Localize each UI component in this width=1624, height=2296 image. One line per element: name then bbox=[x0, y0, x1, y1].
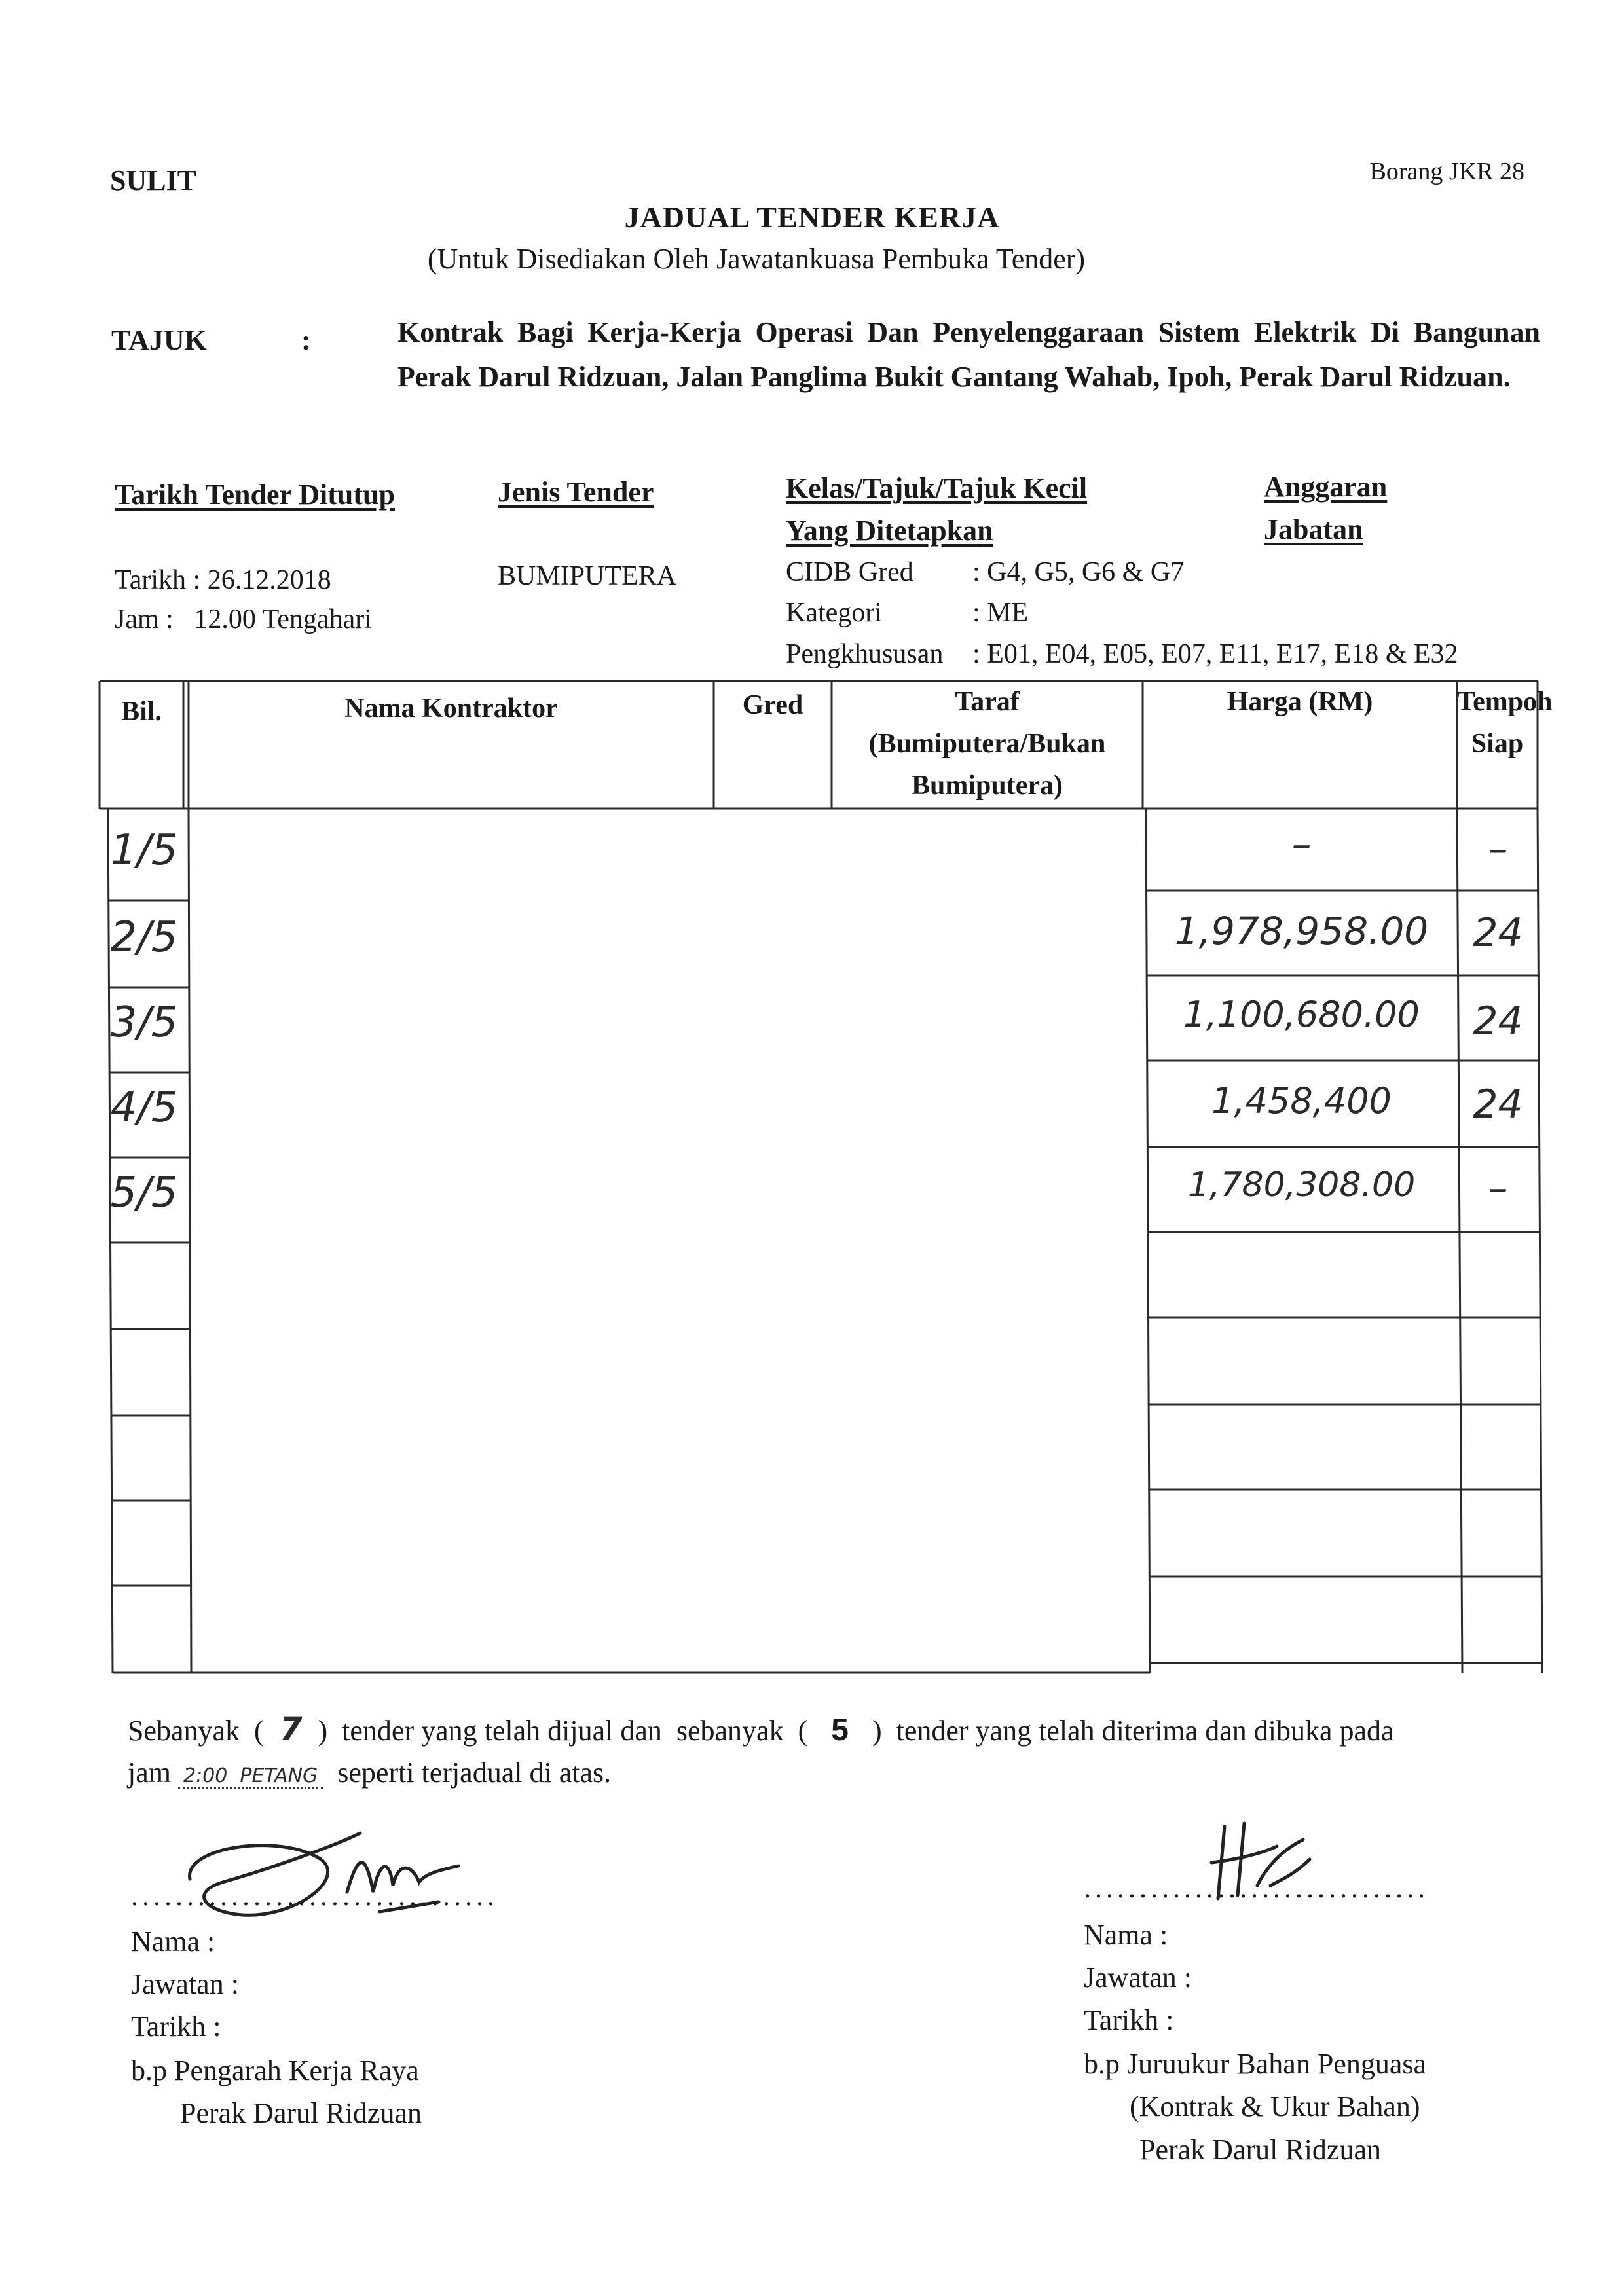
jam-prefix: jam bbox=[128, 1757, 171, 1789]
tender-summary-line1 bbox=[128, 1710, 1394, 1748]
left-bp-line2: Perak Darul Ridzuan bbox=[180, 2097, 422, 2129]
closing-date-heading: Tarikh Tender Ditutup bbox=[115, 479, 395, 511]
row-5-tempoh: – bbox=[1488, 1165, 1508, 1211]
row-2-harga: 1,978,958.00 bbox=[1174, 909, 1429, 953]
row-2-tempoh: 24 bbox=[1473, 910, 1523, 956]
class-heading-line1: Kelas/Tajuk/Tajuk Kecil bbox=[786, 472, 1088, 504]
tender-summary-line2 bbox=[128, 1756, 611, 1789]
row-4-bil: 4/5 bbox=[110, 1084, 178, 1132]
taraf-line3: Bumiputera) bbox=[912, 771, 1063, 801]
left-signature-line: ................................. bbox=[131, 1880, 498, 1912]
right-bp-line2: (Kontrak & Ukur Bahan) bbox=[1130, 2090, 1420, 2123]
closing-date: Tarikh : 26.12.2018 bbox=[115, 565, 331, 595]
budget-heading-line2: Jabatan bbox=[1264, 513, 1363, 545]
column-header-bil: Bil. bbox=[121, 697, 162, 727]
tajuk-colon: : bbox=[301, 324, 311, 356]
left-jawatan-label: Jawatan : bbox=[131, 1968, 239, 2000]
pengkhususan-value: : E01, E04, E05, E07, E11, E17, E18 & E32 bbox=[972, 639, 1458, 669]
kategori-value: : ME bbox=[972, 598, 1029, 628]
row-4-tempoh: 24 bbox=[1473, 1082, 1523, 1127]
row-2-bil: 2/5 bbox=[110, 913, 178, 962]
row-1-harga: – bbox=[1291, 822, 1312, 867]
cidb-label: CIDB Gred bbox=[786, 557, 913, 587]
tempoh-line2: Siap bbox=[1471, 729, 1524, 759]
form-number: Borang JKR 28 bbox=[1369, 158, 1524, 185]
tender-type-value: BUMIPUTERA bbox=[498, 561, 677, 591]
column-header-taraf bbox=[832, 681, 1143, 807]
row-3-tempoh: 24 bbox=[1473, 998, 1523, 1044]
budget-heading-line1: Anggaran bbox=[1264, 471, 1388, 503]
closing-time: Jam : 12.00 Tengahari bbox=[115, 604, 372, 634]
row-5-bil: 5/5 bbox=[110, 1169, 178, 1217]
tender-type-heading: Jenis Tender bbox=[498, 476, 654, 508]
tajuk-label: TAJUK bbox=[111, 324, 207, 356]
right-bp-line1: b.p Juruukur Bahan Penguasa bbox=[1084, 2048, 1427, 2080]
jam-suffix: seperti terjadual di atas. bbox=[337, 1757, 612, 1789]
row-5-harga: 1,780,308.00 bbox=[1187, 1165, 1416, 1205]
column-header-tempoh bbox=[1457, 681, 1553, 765]
kategori-label: Kategori bbox=[786, 598, 882, 628]
left-bp-line1: b.p Pengarah Kerja Raya bbox=[131, 2054, 419, 2086]
row-3-bil: 3/5 bbox=[110, 998, 178, 1047]
row-1-bil: 1/5 bbox=[110, 826, 178, 875]
left-signature bbox=[164, 1820, 465, 1931]
right-jawatan-label: Jawatan : bbox=[1084, 1961, 1192, 1994]
document-subtitle: (Untuk Disediakan Oleh Jawatankuasa Pembuka Tender) bbox=[427, 243, 1086, 275]
column-header-gred: Gred bbox=[742, 690, 803, 720]
received-suffix: ) tender yang telah diterima dan dibuka pada bbox=[872, 1715, 1394, 1747]
classification-label: SULIT bbox=[110, 164, 197, 196]
tempoh-line1: Tempoh bbox=[1457, 687, 1553, 717]
row-4-harga: 1,458,400 bbox=[1211, 1080, 1392, 1121]
jam-value: 2:00 PETANG bbox=[178, 1764, 323, 1789]
right-bp-line3: Perak Darul Ridzuan bbox=[1139, 2134, 1381, 2166]
sold-mid: ) tender yang telah dijual dan sebanyak ( bbox=[318, 1715, 808, 1747]
column-header-harga: Harga (RM) bbox=[1227, 687, 1373, 717]
row-1-tempoh: – bbox=[1488, 826, 1508, 872]
class-heading-line2: Yang Ditetapkan bbox=[786, 515, 993, 547]
right-nama-label: Nama : bbox=[1084, 1919, 1168, 1951]
document-title: JADUAL TENDER KERJA bbox=[624, 200, 1000, 234]
tajuk-text: Kontrak Bagi Kerja-Kerja Operasi Dan Penyelenggaraan Sistem Elektrik Di Bangunan Perak Darul Ridzuan, Jalan Panglima Bukit Gantang Wahab, Ipoh, Perak Darul Ridzuan. bbox=[397, 316, 1540, 393]
received-count: 5 bbox=[831, 1713, 849, 1747]
taraf-line1: Taraf bbox=[955, 687, 1020, 717]
right-signature-line: ............................... bbox=[1084, 1872, 1429, 1904]
row-3-harga: 1,100,680.00 bbox=[1183, 994, 1420, 1035]
sold-prefix: Sebanyak ( bbox=[128, 1715, 264, 1747]
cidb-value: : G4, G5, G6 & G7 bbox=[972, 557, 1185, 587]
column-header-nama-kontraktor: Nama Kontraktor bbox=[344, 693, 558, 723]
sold-count: 7 bbox=[279, 1710, 303, 1748]
left-nama-label: Nama : bbox=[131, 1925, 215, 1958]
right-tarikh-label: Tarikh : bbox=[1084, 2004, 1174, 2036]
taraf-line2: (Bumiputera/Bukan bbox=[868, 729, 1106, 759]
left-tarikh-label: Tarikh : bbox=[131, 2011, 221, 2043]
pengkhususan-label: Pengkhususan bbox=[786, 639, 944, 669]
